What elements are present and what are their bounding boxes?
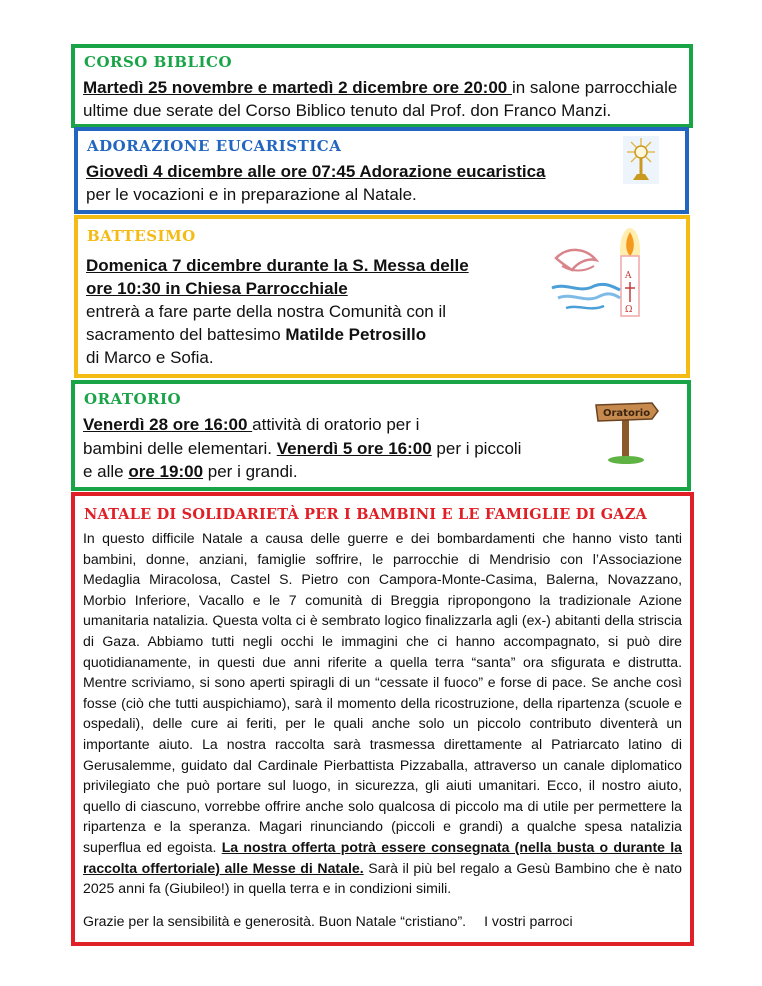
oratorio-time-3: ore 19:00	[128, 462, 204, 481]
battesimo-date: Domenica 7 dicembre durante la S. Messa delle	[86, 256, 469, 275]
adorazione-title: ADORAZIONE EUCARISTICA	[87, 137, 342, 155]
battesimo-child-name: Matilde Petrosillo	[285, 325, 427, 344]
corso-biblico-line-2: ultime due serate del Corso Biblico tenuto dal Prof. don Franco Manzi.	[83, 101, 612, 120]
corso-location: in salone parrocchiale	[511, 78, 678, 97]
oratorio-and-text: e alle	[83, 462, 129, 481]
monstrance-icon	[623, 136, 659, 184]
natale-offering-note: La nostra offerta potrà essere consegnata (nella busta o durante la raccolta offertoriale) alle Messe di Natale.	[83, 838, 683, 876]
natale-body-text: In questo difficile Natale a causa delle guerre e dei bombardamenti che hanno visto tanti bambini, donne, anziani, famiglie soffrire, le parrocchie di Mendrisio con l’Associazione Medaglia Miracolosa, Castel S. Pietro con Campora-Monte-Casima, Balerna, Novazzano, Morbio Inferiore, Vacallo e le 7 comunità di Breggia ripropongono la tradizionale Azione umanitaria natalizia. Questa volta ci è sembrato logico finalizzarla agli (ex-) abitanti della striscia di Gaza. Abbiamo tutti negli occhi le immagini che ci hanno accompagnato, si può dire quotidianamente, in questi due anni riferite a quella terra “santa” ora sfigurata e distrutta. Mentre scriviamo, si sono aperti spiragli di un “cessate il fuoco” e forse di pace. Se anche così fosse (ciò che tutti auspichiamo), sarà il momento della ricostruzione, della ripartenza (scuole e ospedali), delle cure ai feriti, per le quali anche solo un piccolo contributo diventerà un importante aiuto. La nostra raccolta sarà trasmessa direttamente al Patriarcato latino di Gerusalemme, guidato dal Cardinale Pierbattista Pizzaballa, attraverso un canale diplomatico privilegiato che può portare sul luogo, in sicurezza, gli aiuti umanitari. Ecco, il nostro aiuto, quello di ciascuno, vorrebbe offrire anche solo qualcosa di piccolo ma di utile per permettere la ripartenza e la speranza. Magari rinunciando (piccoli e grandi) a qualche spesa natalizia superflua ed egoista.	[83, 530, 682, 855]
oratorio-small-kids-text: per i piccoli	[431, 439, 522, 458]
natale-body-end: Sarà il più bel regalo a Gesù Bambino che è nato 2025 anni fa (Giubileo!) in quella terra e in condizioni simili.	[83, 859, 682, 897]
battesimo-line-5: di Marco e Sofia.	[86, 348, 214, 367]
battesimo-line-1	[86, 255, 469, 277]
signpost-label: Oratorio	[603, 408, 651, 419]
battesimo-title: BATTESIMO	[87, 227, 196, 245]
natale-signature: I vostri parroci	[484, 913, 573, 929]
natale-closing: Grazie per la sensibilità e generosità. Buon Natale “cristiano”.	[83, 913, 467, 929]
adorazione-line-2: per le vocazioni e in preparazione al Natale.	[86, 185, 417, 204]
battesimo-line-4	[86, 324, 426, 346]
corso-biblico-title: CORSO BIBLICO	[84, 53, 233, 71]
baptism-candle-icon	[548, 226, 664, 326]
corso-dates: Martedì 25 novembre e martedì 2 dicembre ore 20:00	[83, 78, 512, 97]
battesimo-time-place: ore 10:30 in Chiesa Parrocchiale	[86, 279, 348, 298]
oratorio-children-text: bambini delle elementari.	[83, 439, 277, 458]
adorazione-line-1	[86, 161, 546, 183]
oratorio-activity-text: attività di oratorio per i	[252, 415, 420, 434]
oratorio-line-3	[83, 461, 298, 483]
oratorio-big-kids-text: per i grandi.	[203, 462, 298, 481]
oratorio-date-1: Venerdì 28 ore 16:00	[83, 415, 253, 434]
oratorio-line-2	[83, 438, 521, 460]
svg-text:A: A	[625, 271, 632, 281]
battesimo-line-3: entrerà a fare parte della nostra Comunità con il	[86, 302, 447, 321]
oratorio-title: ORATORIO	[84, 390, 182, 408]
natale-body	[83, 528, 682, 899]
corso-biblico-line-1	[83, 77, 677, 99]
oratorio-date-2: Venerdì 5 ore 16:00	[276, 439, 432, 458]
natale-title: NATALE DI SOLIDARIETÀ PER I BAMBINI E LE FAMIGLIE DI GAZA	[84, 506, 647, 523]
signpost-icon	[594, 399, 660, 465]
battesimo-sacrament-text: sacramento del battesimo	[86, 325, 286, 344]
oratorio-line-1	[83, 414, 419, 436]
natale-closing-line	[83, 910, 573, 932]
battesimo-line-2	[86, 278, 348, 300]
svg-text:Ω: Ω	[625, 305, 633, 315]
adorazione-date: Giovedì 4 dicembre alle ore 07:45 Adorazione eucaristica	[86, 162, 546, 181]
